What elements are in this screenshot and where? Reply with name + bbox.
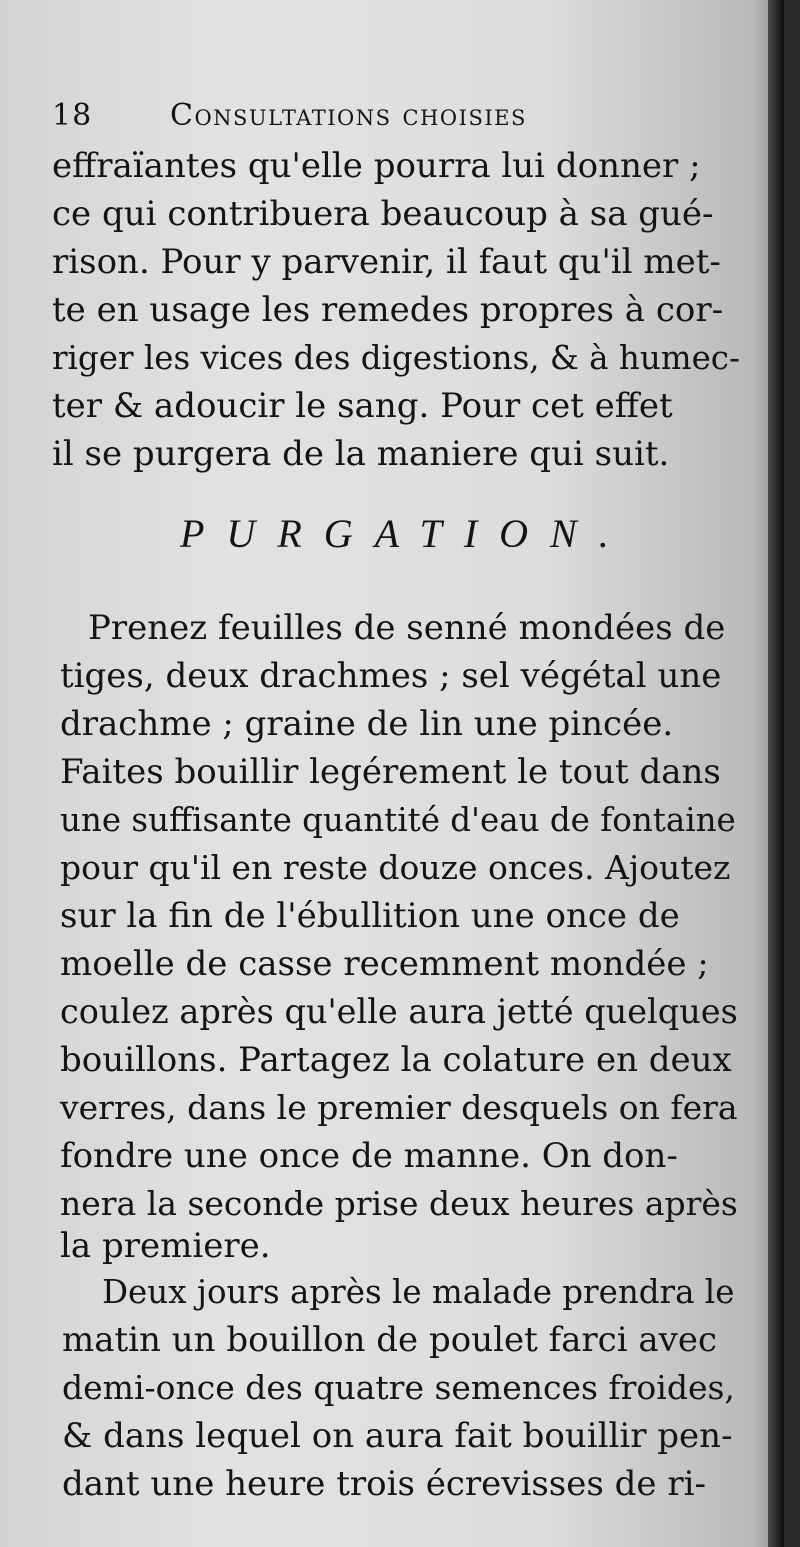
- text-line: moelle de casse recemment mondée ;: [60, 944, 709, 984]
- text-line: Prenez feuilles de senné mondées de: [88, 608, 726, 648]
- text-line: bouillons. Partagez la colature en deux: [60, 1040, 732, 1080]
- text-line: Deux jours après le malade prendra le: [102, 1273, 735, 1311]
- text-line: & dans lequel on aura fait bouillir pen-: [62, 1416, 733, 1456]
- text-line: la premiere.: [60, 1226, 271, 1266]
- text-line: matin un bouillon de poulet farci avec: [62, 1320, 718, 1360]
- page-number: 18: [52, 98, 93, 133]
- text-line: dant une heure trois écrevisses de ri-: [62, 1464, 706, 1504]
- text-line: te en usage les remedes propres à cor-: [52, 290, 724, 330]
- page-header: [52, 98, 692, 142]
- text-line: pour qu'il en reste douze onces. Ajoutez: [60, 848, 731, 887]
- text-line: rison. Pour y parvenir, il faut qu'il met-: [52, 242, 721, 282]
- text-line: fondre une once de manne. On don-: [60, 1136, 678, 1176]
- text-line: sur la fin de l'ébullition une once de: [60, 896, 680, 936]
- text-line: ce qui contribuera beaucoup à sa gué-: [52, 194, 714, 234]
- text-line: nera la seconde prise deux heures après: [60, 1184, 738, 1223]
- text-line: tiges, deux drachmes ; sel végétal une: [60, 656, 722, 696]
- text-line: drachme ; graine de lin une pincée.: [60, 704, 674, 744]
- text-line: ter & adoucir le sang. Pour cet effet: [52, 386, 673, 426]
- text-line: coulez après qu'elle aura jetté quelques: [60, 992, 738, 1031]
- text-line: effraïantes qu'elle pourra lui donner ;: [52, 146, 701, 186]
- page-edge-shadow: [768, 0, 784, 1547]
- running-title: Consultations choisies: [170, 98, 527, 133]
- text-line: verres, dans le premier desquels on fera: [60, 1088, 738, 1127]
- text-line: riger les vices des digestions, & à humec-: [52, 339, 740, 377]
- text-line: demi-once des quatre semences froides,: [62, 1368, 735, 1407]
- text-line: une suffisante quantité d'eau de fontaine: [60, 801, 736, 839]
- text-line: Faites bouillir legérement le tout dans: [60, 752, 721, 792]
- section-heading: PURGATION.: [180, 511, 631, 556]
- text-line: il se purgera de la maniere qui suit.: [52, 434, 670, 474]
